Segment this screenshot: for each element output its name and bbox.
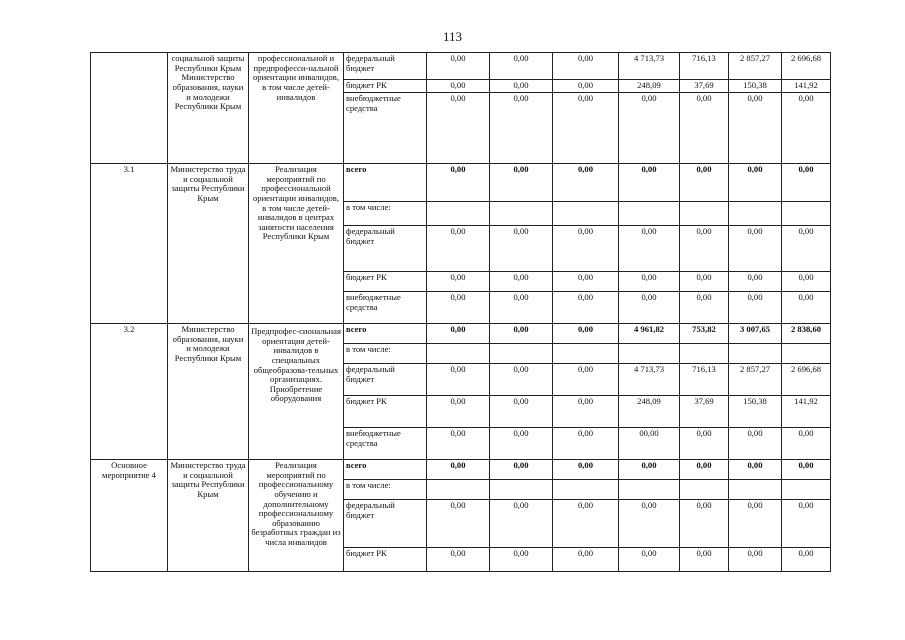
value-cell [619, 344, 680, 364]
value-cell: 141,92 [782, 396, 831, 428]
value-cell: 248,09 [619, 396, 680, 428]
value-cell [553, 480, 619, 500]
value-cell: 0,00 [729, 164, 782, 202]
table-row [91, 53, 831, 80]
value-cell: 0,00 [729, 500, 782, 548]
source-cell: внебюджетные средства [344, 428, 427, 460]
source-cell: бюджет РК [344, 272, 427, 292]
value-cell: 0,00 [782, 292, 831, 324]
value-cell: 0,00 [680, 460, 729, 480]
value-cell: 0,00 [427, 79, 490, 92]
value-cell: 0,00 [553, 460, 619, 480]
value-cell: 0,00 [490, 93, 553, 164]
value-cell: 2 857,27 [729, 364, 782, 396]
value-cell: 0,00 [680, 272, 729, 292]
value-cell: 0,00 [729, 428, 782, 460]
value-cell [553, 202, 619, 226]
value-cell: 0,00 [490, 292, 553, 324]
value-cell: 0,00 [619, 500, 680, 548]
value-cell: 141,92 [782, 79, 831, 92]
value-cell: 0,00 [729, 548, 782, 572]
value-cell: 2 696,68 [782, 53, 831, 80]
value-cell: 0,00 [490, 500, 553, 548]
value-cell: 0,00 [490, 428, 553, 460]
value-cell: 0,00 [782, 226, 831, 272]
value-cell: 0,00 [490, 272, 553, 292]
source-cell: всего [344, 324, 427, 344]
source-cell: в том числе: [344, 344, 427, 364]
value-cell [680, 202, 729, 226]
value-cell: 0,00 [619, 460, 680, 480]
value-cell: 0,00 [619, 93, 680, 164]
value-cell: 0,00 [782, 500, 831, 548]
value-cell [729, 480, 782, 500]
value-cell: 0,00 [553, 548, 619, 572]
description-cell: Реализация мероприятий по профессиональной ориентации инвалидов, в том числе детей-инвалидов в центрах занятости населения Республики Крым [249, 164, 344, 324]
description-cell: Предпрофес-сиональная ориентация детей-инвалидов в специальных общеобразова-тельных организациях. Приобретение оборудования [249, 324, 344, 460]
value-cell [782, 480, 831, 500]
value-cell: 0,00 [553, 292, 619, 324]
value-cell: 0,00 [553, 226, 619, 272]
value-cell: 0,00 [553, 500, 619, 548]
value-cell: 0,00 [553, 396, 619, 428]
source-cell: внебюджетные средства [344, 292, 427, 324]
source-cell: федеральный бюджет [344, 53, 427, 80]
table-row [91, 324, 831, 344]
value-cell: 0,00 [553, 364, 619, 396]
page-number: 113 [442, 29, 463, 44]
executor-cell: Министерство труда и социальной защиты Республики Крым [168, 164, 249, 324]
value-cell: 0,00 [619, 292, 680, 324]
value-cell: 0,00 [427, 272, 490, 292]
value-cell: 0,00 [490, 164, 553, 202]
source-cell: всего [344, 460, 427, 480]
value-cell: 0,00 [490, 79, 553, 92]
source-cell: в том числе: [344, 202, 427, 226]
value-cell: 0,00 [680, 164, 729, 202]
value-cell: 0,00 [427, 460, 490, 480]
source-cell: бюджет РК [344, 396, 427, 428]
value-cell: 0,00 [427, 364, 490, 396]
value-cell [490, 202, 553, 226]
value-cell: 0,00 [680, 226, 729, 272]
value-cell: 0,00 [619, 226, 680, 272]
section-id [91, 53, 168, 164]
value-cell: 0,00 [427, 428, 490, 460]
value-cell: 4 713,73 [619, 364, 680, 396]
value-cell: 0,00 [553, 164, 619, 202]
executor-cell: социальной защиты Республики Крым Министерство образования, науки и молодежи Республики Крым [168, 53, 249, 164]
value-cell [729, 344, 782, 364]
value-cell: 0,00 [490, 396, 553, 428]
source-cell: внебюджетные средства [344, 93, 427, 164]
value-cell: 0,00 [553, 272, 619, 292]
value-cell: 0,00 [782, 428, 831, 460]
value-cell: 0,00 [680, 292, 729, 324]
value-cell: 0,00 [490, 324, 553, 344]
source-cell: федеральный бюджет [344, 364, 427, 396]
value-cell [782, 344, 831, 364]
source-cell: федеральный бюджет [344, 500, 427, 548]
value-cell: 0,00 [553, 324, 619, 344]
value-cell: 150,38 [729, 79, 782, 92]
table-row [91, 164, 831, 202]
source-cell: всего [344, 164, 427, 202]
value-cell: 2 857,27 [729, 53, 782, 80]
value-cell: 0,00 [427, 226, 490, 272]
value-cell: 716,13 [680, 53, 729, 80]
value-cell: 0,00 [490, 364, 553, 396]
value-cell: 0,00 [729, 226, 782, 272]
value-cell: 0,00 [427, 500, 490, 548]
value-cell: 0,00 [619, 548, 680, 572]
value-cell [427, 344, 490, 364]
description-cell: профессиональной и предпрофесси-нальной ориентации инвалидов, в том числе детей-инвалидов [249, 53, 344, 164]
value-cell: 4 713,73 [619, 53, 680, 80]
value-cell [619, 202, 680, 226]
section-id: 3.1 [91, 164, 168, 324]
value-cell: 0,00 [782, 93, 831, 164]
value-cell: 0,00 [427, 292, 490, 324]
value-cell: 0,00 [782, 460, 831, 480]
value-cell [680, 344, 729, 364]
value-cell [427, 480, 490, 500]
source-cell: бюджет РК [344, 79, 427, 92]
value-cell: 716,13 [680, 364, 729, 396]
budget-table [90, 52, 831, 572]
value-cell: 37,69 [680, 396, 729, 428]
value-cell [680, 480, 729, 500]
value-cell: 0,00 [782, 164, 831, 202]
value-cell: 0,00 [427, 324, 490, 344]
value-cell: 0,00 [729, 292, 782, 324]
value-cell [729, 202, 782, 226]
value-cell: 0,00 [427, 396, 490, 428]
executor-cell: Министерство образования, науки и молодежи Республики Крым [168, 324, 249, 460]
value-cell: 150,38 [729, 396, 782, 428]
value-cell: 0,00 [427, 53, 490, 80]
value-cell: 3 007,65 [729, 324, 782, 344]
value-cell: 0,00 [680, 93, 729, 164]
value-cell: 0,00 [680, 428, 729, 460]
value-cell: 0,00 [553, 53, 619, 80]
value-cell: 0,00 [490, 226, 553, 272]
value-cell: 248,09 [619, 79, 680, 92]
value-cell: 4 961,82 [619, 324, 680, 344]
source-cell: федеральный бюджет [344, 226, 427, 272]
section-id: 3.2 [91, 324, 168, 460]
value-cell: 0,00 [619, 272, 680, 292]
value-cell [427, 202, 490, 226]
value-cell: 0,00 [490, 53, 553, 80]
value-cell: 0,00 [427, 93, 490, 164]
value-cell: 2 696,68 [782, 364, 831, 396]
source-cell: в том числе: [344, 480, 427, 500]
value-cell: 753,82 [680, 324, 729, 344]
value-cell: 0,00 [427, 548, 490, 572]
value-cell [619, 480, 680, 500]
value-cell: 0,00 [680, 500, 729, 548]
value-cell: 0,00 [782, 548, 831, 572]
value-cell: 0,00 [729, 272, 782, 292]
value-cell: 0,00 [553, 79, 619, 92]
value-cell [553, 344, 619, 364]
value-cell [782, 202, 831, 226]
value-cell: 0,00 [680, 548, 729, 572]
executor-cell: Министерство труда и социальной защиты Республики Крым [168, 460, 249, 572]
value-cell: 0,00 [553, 428, 619, 460]
table-row [91, 460, 831, 480]
description-cell: Реализация мероприятий по профессиональному обучению и дополнительному профессиональному образованию безработных граждан из числа инвалидов [249, 460, 344, 572]
value-cell [490, 480, 553, 500]
value-cell: 0,00 [490, 460, 553, 480]
value-cell: 0,00 [490, 548, 553, 572]
value-cell: 37,69 [680, 79, 729, 92]
section-id: Основное мероприятие 4 [91, 460, 168, 572]
value-cell: 0,00 [427, 164, 490, 202]
value-cell: 2 838,60 [782, 324, 831, 344]
source-cell: бюджет РК [344, 548, 427, 572]
value-cell: 0,00 [619, 164, 680, 202]
value-cell: 0,00 [729, 460, 782, 480]
value-cell: 0,00 [553, 93, 619, 164]
value-cell [490, 344, 553, 364]
value-cell: 0,00 [782, 272, 831, 292]
value-cell: 0,00 [729, 93, 782, 164]
value-cell: 00,00 [619, 428, 680, 460]
